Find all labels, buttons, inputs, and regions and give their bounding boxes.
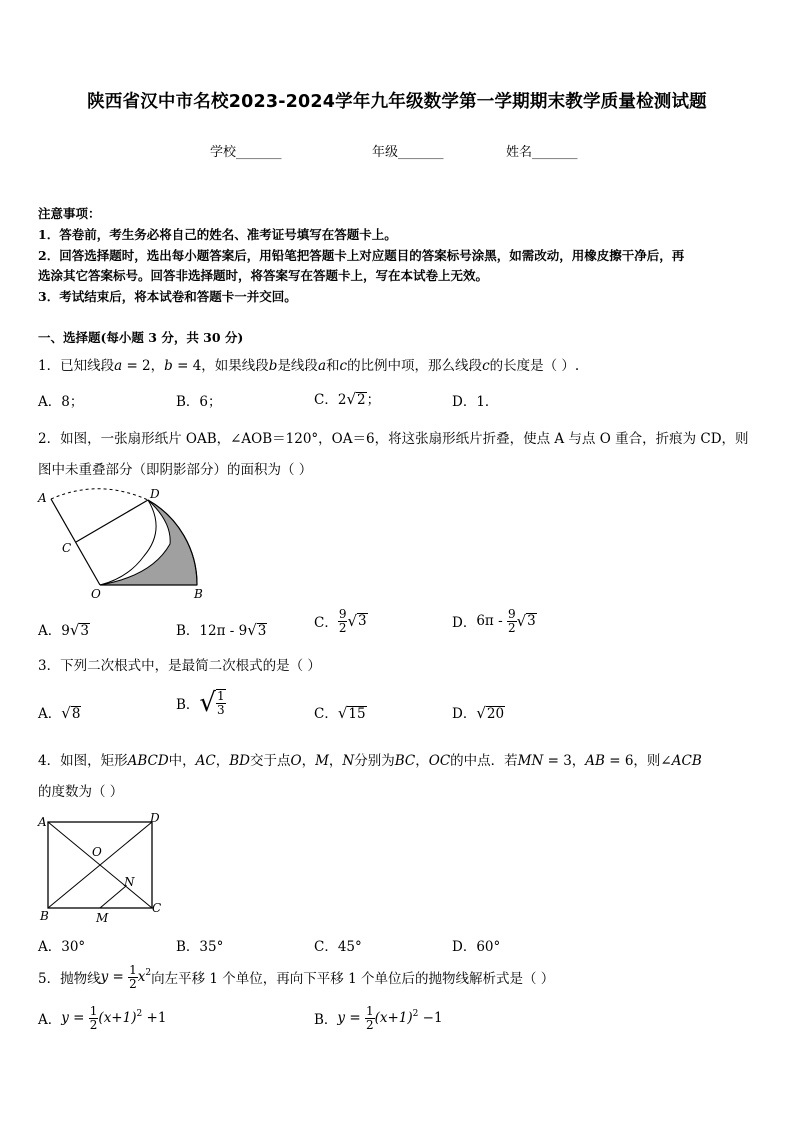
shaded-region bbox=[100, 500, 197, 585]
label-c: C bbox=[152, 901, 162, 915]
q4-rectangle-figure bbox=[34, 808, 169, 928]
notice-item-3: 3．考试结束后，将本试卷和答题卡一并交回。 bbox=[38, 289, 297, 304]
q4-option-c[interactable]: C．45° bbox=[314, 939, 362, 955]
q1-option-b[interactable]: B．6； bbox=[176, 394, 222, 410]
q2-option-d[interactable]: D．6π - $\frac{9}{2}$ √3 bbox=[452, 607, 536, 635]
q2-sector-figure bbox=[34, 484, 214, 602]
label-c: C bbox=[62, 541, 72, 555]
notice-heading: 注意事项： bbox=[38, 206, 101, 221]
q4-option-b[interactable]: B．35° bbox=[176, 939, 224, 955]
name-field: 姓名_______ bbox=[506, 145, 578, 160]
school-field: 学校_______ bbox=[210, 145, 282, 160]
q2-option-c[interactable]: C． $\frac{9}{2}$ √3 bbox=[314, 607, 367, 635]
notice-item-1: 1．答卷前，考生务必将自己的姓名、准考证号填写在答题卡上。 bbox=[38, 227, 397, 242]
label-o: O bbox=[92, 845, 102, 859]
q3-option-a[interactable]: A．√8 bbox=[38, 704, 81, 722]
q3-stem: 3．下列二次根式中，是最简二次根式的是（ ） bbox=[38, 658, 321, 674]
grade-field: 年级_______ bbox=[372, 145, 444, 160]
q5-option-b[interactable]: B．y = $\frac{1}{2}$ $(x+1)^2 -1$ bbox=[314, 1004, 443, 1032]
segment-oa bbox=[51, 499, 100, 585]
section-heading: 一、选择题(每小题 3 分，共 30 分) bbox=[38, 330, 244, 345]
q2-stem-line2: 图中未重叠部分（即阴影部分）的面积为（ ） bbox=[38, 462, 313, 478]
dashed-arc bbox=[51, 489, 148, 500]
q1-option-c[interactable]: C．2√2； bbox=[314, 390, 381, 408]
q1-option-a[interactable]: A．8； bbox=[38, 394, 84, 410]
label-a: A bbox=[38, 815, 47, 829]
q1-option-d[interactable]: D．1． bbox=[452, 394, 499, 410]
label-o: O bbox=[91, 587, 101, 601]
page-title: 陕西省汉中市名校2023-2024学年九年级数学第一学期期末教学质量检测试题 bbox=[87, 92, 707, 112]
crease-cd bbox=[76, 500, 148, 542]
label-b: B bbox=[40, 909, 49, 923]
q4-stem-line1: 4．如图，矩形ABCD中，AC，BD交于点O，M，N分别为BC，OC的中点．若MN = 3，AB = 6，则∠ACB bbox=[38, 753, 702, 769]
label-m: M bbox=[96, 911, 109, 925]
q5-stem: 5．抛物线y = $\frac{1}{2}$ $x^2$向左平移 1 个单位，再向下平移 1 个单位后的抛物线解析式是（ ） bbox=[38, 963, 555, 991]
label-b: B bbox=[194, 587, 203, 601]
q3-option-b[interactable]: B．√ $\frac{1}{3}$ bbox=[176, 688, 225, 718]
q2-option-a[interactable]: A．9√3 bbox=[38, 621, 89, 639]
segment-mn bbox=[100, 886, 126, 908]
q4-option-d[interactable]: D．60° bbox=[452, 939, 501, 955]
q1-stem: 1．已知线段a = 2，b = 4，如果线段b是线段a和c的比例中项，那么线段c的长度是（ ）. bbox=[38, 358, 580, 374]
q3-option-d[interactable]: D．√20 bbox=[452, 704, 505, 722]
q4-option-a[interactable]: A．30° bbox=[38, 939, 86, 955]
label-d: D bbox=[150, 811, 160, 825]
label-n: N bbox=[124, 875, 135, 889]
notice-item-2: 2．回答选择题时，选出每小题答案后，用铅笔把答题卡上对应题目的答案标号涂黑，如需改动，用橡皮擦干净后，再 bbox=[38, 248, 685, 263]
q3-option-c[interactable]: C．√15 bbox=[314, 704, 366, 722]
label-a: A bbox=[38, 491, 47, 505]
label-d: D bbox=[150, 487, 160, 501]
q4-stem-line2: 的度数为（ ） bbox=[38, 784, 124, 800]
notice-item-2-cont: 选涂其它答案标号。回答非选择题时，将答案写在答题卡上，写在本试卷上无效。 bbox=[38, 268, 489, 283]
q2-stem-line1: 2．如图，一张扇形纸片 OAB，∠AOB＝120°，OA＝6，将这张扇形纸片折叠，使点 A 与点 O 重合，折痕为 CD，则 bbox=[38, 431, 749, 447]
q5-option-a[interactable]: A．y = $\frac{1}{2}$ $(x+1)^2 +1$ bbox=[38, 1004, 167, 1032]
q2-option-b[interactable]: B．12π - 9√3 bbox=[176, 621, 267, 639]
